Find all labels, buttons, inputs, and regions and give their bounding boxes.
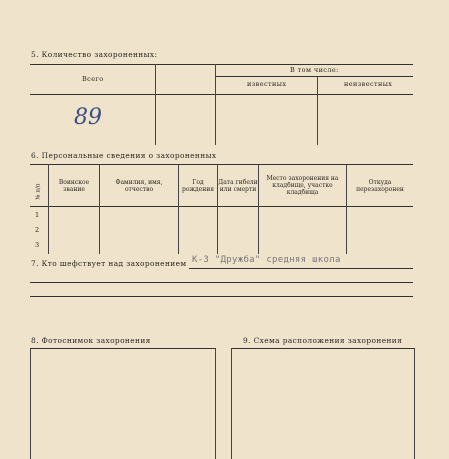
- table5-divider-3: [317, 76, 318, 145]
- typed-patron-value: К-З "Дружба" средняя школа: [192, 255, 341, 265]
- section-9-title: 9. Схема расположения захоронения: [243, 336, 403, 345]
- col-name-header: Фамилия, имя, отчество: [115, 179, 163, 193]
- photo-box: [30, 348, 216, 459]
- row-number-2: 2: [35, 226, 40, 234]
- col-place-header: Место захоронения на кладбище, участке кладбища: [266, 175, 339, 196]
- table6-header-bottom: [30, 206, 413, 207]
- section7-line-1: [189, 268, 413, 269]
- handwritten-total-value: 89: [74, 105, 102, 130]
- section-5-title: 5. Количество захороненных:: [31, 50, 158, 59]
- col-num-header: № п/п: [35, 183, 42, 200]
- section7-line-2: [30, 282, 413, 283]
- row-number-1: 1: [35, 211, 40, 219]
- table5-divider-1: [155, 64, 156, 145]
- row-number-3: 3: [35, 241, 40, 249]
- table6-top-line: [30, 164, 413, 165]
- col-known-header: известных: [247, 80, 287, 88]
- table6-divider-2: [99, 164, 100, 254]
- table6-divider-1: [48, 164, 49, 254]
- table6-divider-5: [258, 164, 259, 254]
- scheme-box: [231, 348, 415, 459]
- table5-top-line: [30, 64, 413, 65]
- table6-divider-6: [346, 164, 347, 254]
- section-6-title: 6. Персональные сведения о захороненных: [31, 151, 217, 160]
- col-including-header: В том числе:: [290, 66, 339, 74]
- section7-line-3: [30, 296, 413, 297]
- section-8-title: 8. Фотоснимок захоронения: [31, 336, 151, 345]
- table6-divider-3: [178, 164, 179, 254]
- col-total-header: Всего: [82, 75, 104, 83]
- col-unknown-header: неизвестных: [344, 80, 393, 88]
- table5-divider-2: [215, 64, 216, 145]
- table6-divider-4: [217, 164, 218, 254]
- table5-header-bottom: [30, 94, 413, 95]
- section-7-title: 7. Кто шефствует над захоронением: [31, 259, 187, 268]
- col-rank-header: Воинское звание: [58, 179, 90, 193]
- col-death-header: Дата гибели или смерти: [218, 179, 258, 193]
- col-year-header: Год рождения: [181, 179, 214, 193]
- table5-sub-line: [215, 76, 413, 77]
- col-from-header: Откуда перезахоронен: [356, 179, 404, 193]
